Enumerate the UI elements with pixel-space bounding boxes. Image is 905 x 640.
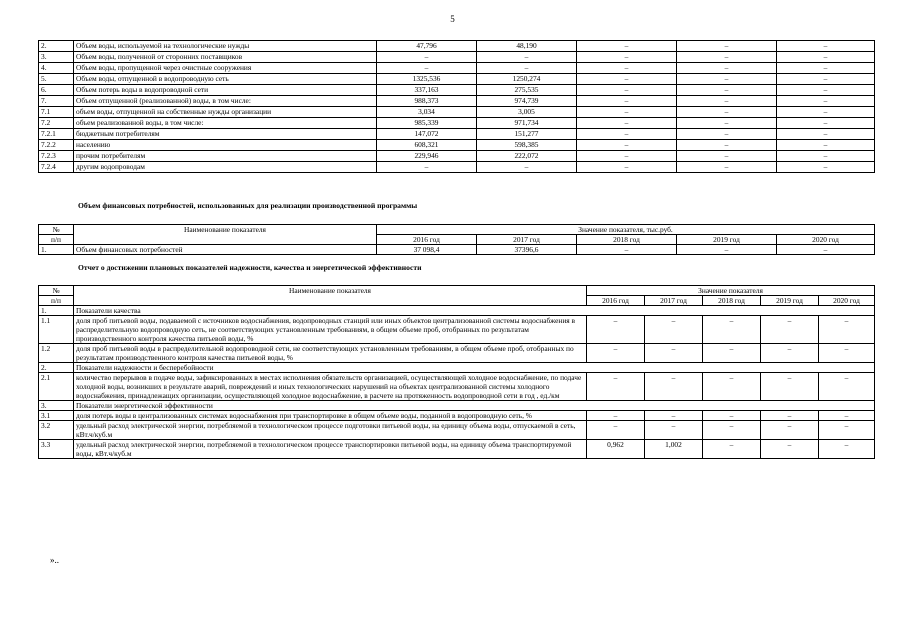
row-num: 7.2.4 [39, 162, 74, 173]
row-value: 151,277 [477, 129, 577, 140]
row-num: 1.2 [39, 344, 74, 363]
row-name: объем воды, отпущенной на собственные нужды организации [74, 107, 377, 118]
row-value: 974,739 [477, 96, 577, 107]
header-name: Наименование показателя [74, 225, 377, 245]
table-row [39, 421, 875, 440]
table-row [39, 440, 875, 459]
row-num: 7.2.1 [39, 129, 74, 140]
row-value: – [587, 316, 645, 344]
row-name: населению [74, 140, 377, 151]
row-value: 0,962 [587, 440, 645, 459]
row-value: – [677, 85, 777, 96]
row-value: 608,321 [377, 140, 477, 151]
row-num: 7.2.3 [39, 151, 74, 162]
row-num: 2.1 [39, 373, 74, 401]
year-header: 2020 год [819, 296, 875, 306]
year-header: 2018 год [577, 235, 677, 245]
row-value: – [587, 344, 645, 363]
row-value: – [477, 162, 577, 173]
row-num: 3. [39, 52, 74, 63]
section-row [39, 306, 875, 316]
row-num: 5. [39, 74, 74, 85]
indicators-table-body [39, 286, 875, 459]
row-value: – [761, 316, 819, 344]
row-num: 3.1 [39, 411, 74, 421]
row-value: – [587, 411, 645, 421]
row-value: – [577, 41, 677, 52]
row-value: 1,002 [645, 440, 703, 459]
row-num: 1.1 [39, 316, 74, 344]
table-row [39, 118, 875, 129]
closing-quote-mark: ». [50, 555, 57, 565]
row-name: бюджетным потребителям [74, 129, 377, 140]
table-row [39, 85, 875, 96]
row-value: – [577, 118, 677, 129]
row-name: доля проб питьевой воды, подаваемой с источников водоснабжения, водопроводных станций или иных объектов централизованной системы водоснабжения в распределительную водопроводную сеть, не соответствующих установленным требованиям, в общем объеме проб, отобранных по результатам производственного контроля качества питьевой воды, % [74, 316, 587, 344]
row-value: – [819, 411, 875, 421]
year-header: 2018 год [703, 296, 761, 306]
row-value: 222,072 [477, 151, 577, 162]
header-value: Значение показателя [587, 286, 875, 296]
row-value: 985,339 [377, 118, 477, 129]
row-value: – [577, 129, 677, 140]
row-value: 337,163 [377, 85, 477, 96]
row-value: – [677, 74, 777, 85]
row-value: – [703, 373, 761, 401]
row-value: – [777, 162, 875, 173]
section-name: Показатели качества [74, 306, 875, 316]
water-volume-table-body [39, 41, 875, 173]
row-value: 37 098,4 [377, 245, 477, 255]
row-value: – [377, 162, 477, 173]
table-row [39, 63, 875, 74]
table-row [39, 140, 875, 151]
row-value: – [777, 245, 875, 255]
row-value: – [777, 63, 875, 74]
financial-table-caption: Объем финансовых потребностей, использованных для реализации производственной программы [78, 201, 418, 210]
row-value: – [761, 373, 819, 401]
row-value: – [677, 118, 777, 129]
row-value: 971,734 [477, 118, 577, 129]
table-row [39, 373, 875, 401]
row-value: – [677, 52, 777, 63]
row-name: прочим потребителям [74, 151, 377, 162]
row-num: 3.2 [39, 421, 74, 440]
row-value: – [777, 129, 875, 140]
row-value: – [777, 107, 875, 118]
row-value: – [761, 344, 819, 363]
row-num: 4. [39, 63, 74, 74]
row-value: – [777, 74, 875, 85]
header-num: № [39, 225, 74, 235]
year-header: 2017 год [477, 235, 577, 245]
row-value: – [577, 74, 677, 85]
row-value: – [761, 440, 819, 459]
row-value: – [819, 421, 875, 440]
row-num: 6. [39, 85, 74, 96]
table-row [39, 245, 875, 255]
row-name: другим водопроводам [74, 162, 377, 173]
row-value: 47,796 [377, 41, 477, 52]
row-value: – [677, 140, 777, 151]
page-number: 5 [450, 14, 455, 24]
row-value: 229,946 [377, 151, 477, 162]
row-value: – [777, 96, 875, 107]
row-value: – [677, 162, 777, 173]
row-value: – [677, 107, 777, 118]
row-value: – [777, 85, 875, 96]
row-value: – [819, 316, 875, 344]
header-num: № [39, 286, 74, 296]
row-name: Объем отпущенной (реализованной) воды, в том числе: [74, 96, 377, 107]
row-value: – [477, 63, 577, 74]
table-row [39, 52, 875, 63]
row-value: 37396,6 [477, 245, 577, 255]
row-value: 147,072 [377, 129, 477, 140]
row-name: Объем финансовых потребностей [74, 245, 377, 255]
row-value: 3,005 [477, 107, 577, 118]
closing-quote-suffix: . [56, 555, 59, 565]
row-name: удельный расход электрической энергии, потребляемой в технологическом процессе транспортировки питьевой воды, на единицу объема транспортируемой воды, кВт.ч/куб.м [74, 440, 587, 459]
row-value: – [819, 373, 875, 401]
section-num: 1. [39, 306, 74, 316]
row-value: – [677, 245, 777, 255]
row-value: 598,385 [477, 140, 577, 151]
row-name: объем реализованной воды, в том числе: [74, 118, 377, 129]
row-value: – [677, 151, 777, 162]
year-header: 2019 год [761, 296, 819, 306]
row-value: – [819, 344, 875, 363]
row-num: 7.2.2 [39, 140, 74, 151]
table-row [39, 316, 875, 344]
row-value: 1250,274 [477, 74, 577, 85]
section-row [39, 401, 875, 411]
row-value: – [577, 107, 677, 118]
header-value: Значение показателя, тыс.руб. [377, 225, 875, 235]
year-header: 2020 год [777, 235, 875, 245]
year-header: 2016 год [377, 235, 477, 245]
row-value: – [761, 411, 819, 421]
row-name: Объем потерь воды в водопроводной сети [74, 85, 377, 96]
row-name: Объем воды, отпущенной в водопроводную сеть [74, 74, 377, 85]
row-value: – [703, 411, 761, 421]
water-volume-table [38, 40, 875, 173]
table-row [39, 162, 875, 173]
row-name: количество перерывов в подаче воды, зафиксированных в местах исполнения обязательств организацией, осуществляющей холодное водоснабжение, по подаче холодной воды, возникших в результате аварий, повреждений и иных технологических нарушений на объектах централизованной системы холодного водоснабжения, принадлежащих организации, осуществляющей холодное водоснабжение, в расчете на протяженность водопроводной сети в год , ед./км [74, 373, 587, 401]
section-num: 2. [39, 363, 74, 373]
section-name: Показатели надежности и бесперебойности [74, 363, 875, 373]
table-row [39, 129, 875, 140]
table-row [39, 151, 875, 162]
row-value: – [477, 52, 577, 63]
year-header: 2019 год [677, 235, 777, 245]
row-value: – [819, 440, 875, 459]
table-row [39, 74, 875, 85]
row-value: – [761, 421, 819, 440]
row-value: – [703, 440, 761, 459]
row-value: – [777, 52, 875, 63]
section-name: Показатели энергетической эффективности [74, 401, 875, 411]
table-row [39, 41, 875, 52]
row-value: – [377, 52, 477, 63]
row-name: Объем воды, пропущенной через очистные сооружения [74, 63, 377, 74]
row-value: – [777, 151, 875, 162]
row-value: – [587, 373, 645, 401]
row-name: Объем воды, используемой на технологические нужды [74, 41, 377, 52]
header-num-2: п/п [39, 296, 74, 306]
row-value: – [777, 41, 875, 52]
row-value: – [577, 245, 677, 255]
year-header: 2016 год [587, 296, 645, 306]
row-num: 7.1 [39, 107, 74, 118]
financial-needs-table [38, 224, 875, 255]
row-value: – [577, 151, 677, 162]
section-num: 3. [39, 401, 74, 411]
row-value: – [703, 316, 761, 344]
row-value: – [577, 162, 677, 173]
indicators-table [38, 285, 875, 459]
row-value: 48,190 [477, 41, 577, 52]
closing-quote [50, 555, 59, 565]
row-value: – [677, 63, 777, 74]
section-row [39, 363, 875, 373]
row-num: 3.3 [39, 440, 74, 459]
row-num: 7.2 [39, 118, 74, 129]
table-row [39, 344, 875, 363]
row-value: – [677, 41, 777, 52]
row-value: – [577, 85, 677, 96]
table-row [39, 411, 875, 421]
row-name: доля проб питьевой воды в распределительной водопроводной сети, не соответствующих установленным требованиям, в общем объеме проб, отобранных по результатам производственного контроля качества питьевой воды, % [74, 344, 587, 363]
row-value: – [677, 96, 777, 107]
row-value: – [645, 411, 703, 421]
row-value: – [577, 63, 677, 74]
table-row [39, 96, 875, 107]
row-value: – [645, 373, 703, 401]
row-value: – [645, 316, 703, 344]
row-value: – [703, 421, 761, 440]
row-value: – [645, 421, 703, 440]
row-value: – [577, 52, 677, 63]
row-value: 3,034 [377, 107, 477, 118]
year-header: 2017 год [645, 296, 703, 306]
row-value: – [703, 344, 761, 363]
row-value: 275,535 [477, 85, 577, 96]
row-value: – [777, 118, 875, 129]
row-value: – [645, 344, 703, 363]
row-value: – [777, 140, 875, 151]
row-num: 1. [39, 245, 74, 255]
row-value: – [377, 63, 477, 74]
row-value: – [587, 421, 645, 440]
row-value: – [577, 96, 677, 107]
row-num: 7. [39, 96, 74, 107]
indicators-table-caption: Отчет о достижении плановых показателей надежности, качества и энергетической эффективности [78, 263, 422, 272]
header-name: Наименование показателя [74, 286, 587, 306]
row-num: 2. [39, 41, 74, 52]
row-name: доля потерь воды в централизованных системах водоснабжения при транспортировке в общем объеме воды, поданной в водопроводную сеть, % [74, 411, 587, 421]
header-num-2: п/п [39, 235, 74, 245]
row-value: 988,373 [377, 96, 477, 107]
row-name: удельный расход электрической энергии, потребляемой в технологическом процессе подготовки питьевой воды, на единицу объема воды, отпускаемой в сеть, кВт.ч/куб.м [74, 421, 587, 440]
row-value: – [677, 129, 777, 140]
row-name: Объем воды, полученной от сторонних поставщиков [74, 52, 377, 63]
row-value: 1325,536 [377, 74, 477, 85]
row-value: – [577, 140, 677, 151]
table-row [39, 107, 875, 118]
